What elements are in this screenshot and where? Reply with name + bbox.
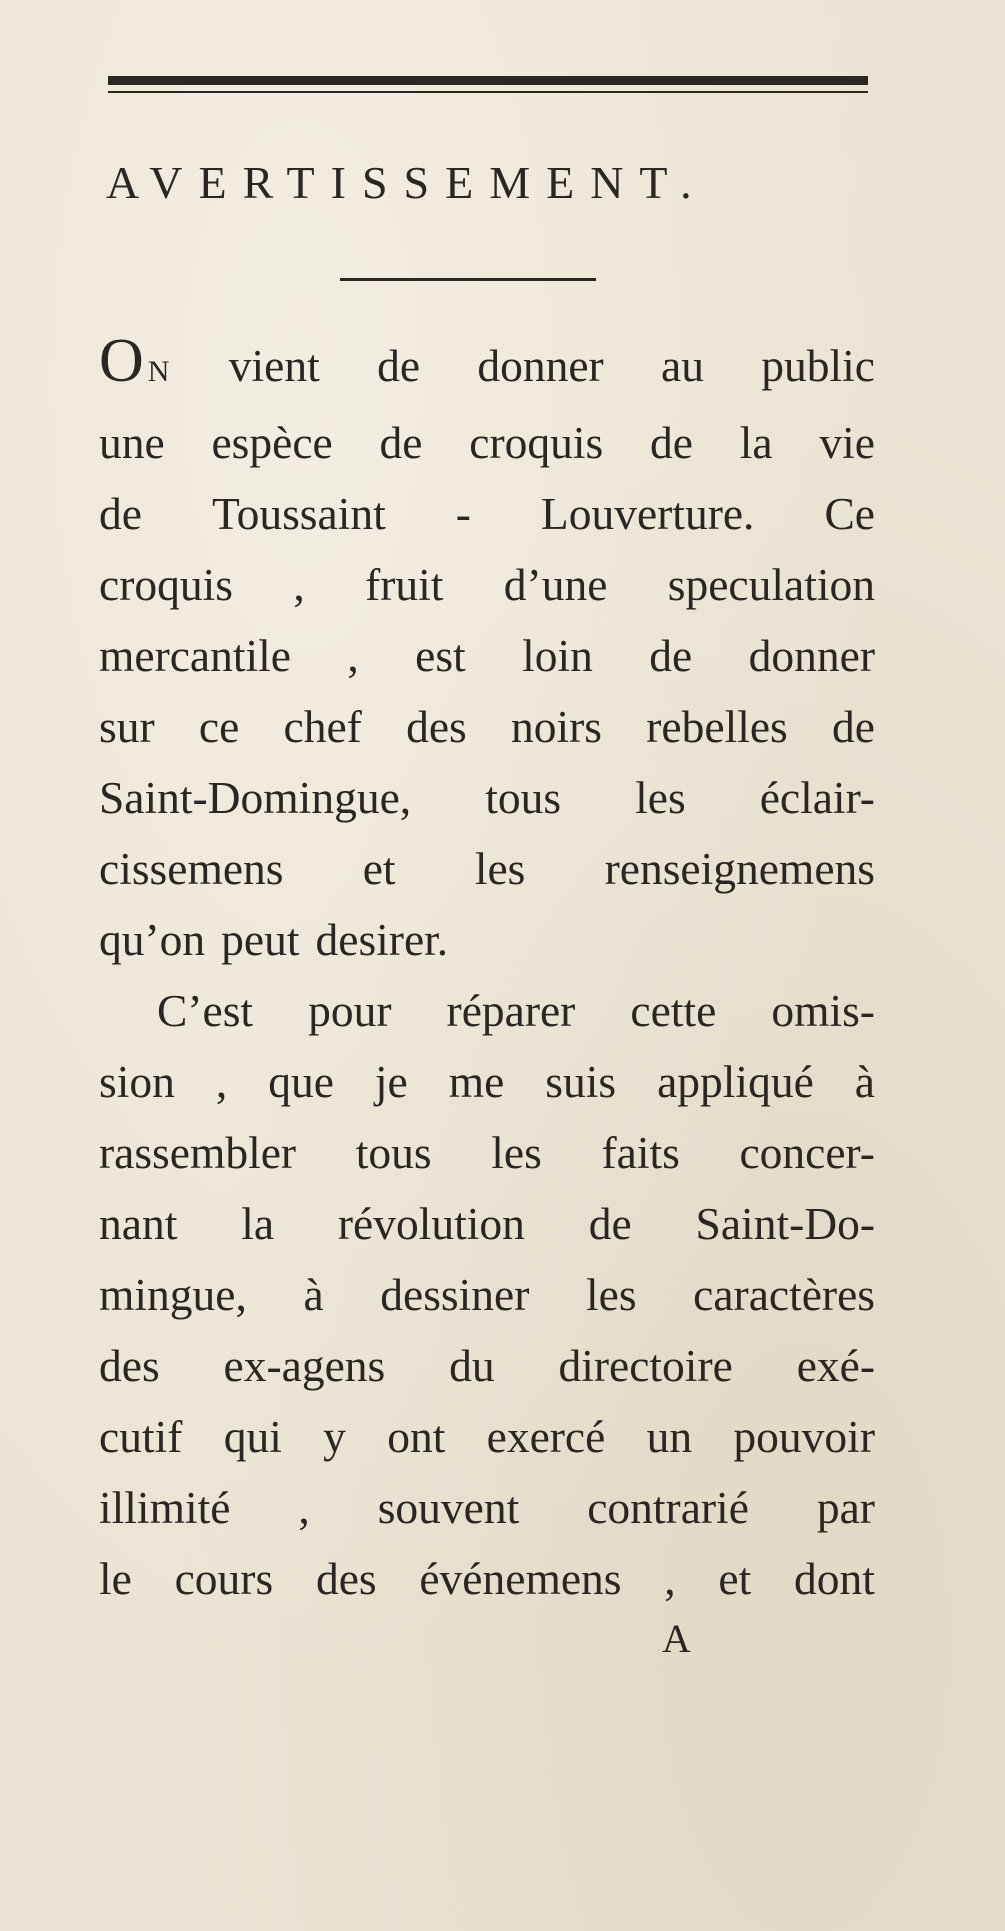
word: de: [649, 417, 693, 468]
word: des: [99, 1340, 160, 1391]
word: cours: [174, 1553, 274, 1604]
word: sion: [99, 1056, 175, 1107]
word: éclair-: [759, 772, 875, 823]
text-line: [99, 975, 875, 1046]
word: croquis: [469, 417, 604, 468]
word: par: [816, 1482, 875, 1533]
word: je: [374, 1056, 408, 1107]
text-line: [99, 691, 875, 762]
word: de: [377, 340, 421, 391]
word: de: [832, 701, 875, 752]
word: y: [323, 1411, 346, 1462]
word: desirer.: [315, 914, 449, 965]
word: dessiner: [380, 1269, 530, 1320]
word: tous: [485, 772, 562, 823]
text-line: [99, 327, 875, 407]
drop-capital: O: [99, 327, 144, 395]
text-line: [99, 1117, 875, 1188]
word: exercé: [486, 1411, 606, 1462]
word: fruit: [365, 559, 444, 610]
word: une: [99, 417, 165, 468]
word: renseignemens: [604, 843, 875, 894]
word: cissemens: [99, 843, 284, 894]
word: les: [635, 772, 686, 823]
word: tous: [355, 1127, 432, 1178]
word: rassembler: [99, 1127, 297, 1178]
text-line: [99, 478, 875, 549]
word: illimité: [99, 1482, 231, 1533]
text-line: [99, 762, 875, 833]
word: ,: [664, 1553, 676, 1604]
text-line: [99, 833, 875, 904]
text-line: [99, 1188, 875, 1259]
word: cutif: [99, 1411, 183, 1462]
word: de: [649, 630, 693, 681]
word: chef: [283, 701, 362, 752]
word: de: [99, 488, 142, 539]
word: des: [406, 701, 467, 752]
word: concer-: [739, 1127, 875, 1178]
word: contrarié: [587, 1482, 749, 1533]
word: et: [362, 843, 396, 894]
header-rule-thick: [108, 76, 868, 85]
word: que: [268, 1056, 334, 1107]
word: Louverture.: [540, 488, 755, 539]
header-double-rule: [108, 76, 868, 93]
word: les: [491, 1127, 542, 1178]
word: de: [588, 1198, 632, 1249]
text-line: [99, 407, 875, 478]
word: vient: [228, 340, 320, 391]
word: peut: [221, 914, 300, 965]
word: du: [449, 1340, 495, 1391]
word: speculation: [667, 559, 875, 610]
word: donner: [477, 340, 604, 391]
word: qui: [223, 1411, 282, 1462]
word: public: [761, 340, 875, 391]
opening-word: [99, 327, 172, 407]
word: Saint-Do-: [695, 1198, 875, 1249]
word: pouvoir: [733, 1411, 875, 1462]
text-line: [99, 1472, 875, 1543]
text-line: [99, 1046, 875, 1117]
word: -: [455, 488, 471, 539]
text-line: [99, 549, 875, 620]
word: pour: [308, 985, 392, 1036]
word: C’est: [157, 985, 254, 1036]
word: et: [718, 1553, 752, 1604]
word: cette: [630, 985, 717, 1036]
word: suis: [545, 1056, 617, 1107]
word: ,: [293, 559, 305, 610]
word: mercantile: [99, 630, 291, 681]
word: la: [241, 1198, 275, 1249]
word: caractères: [693, 1269, 875, 1320]
text-line: [99, 1330, 875, 1401]
body-text: [99, 327, 875, 1614]
word: Toussaint: [211, 488, 386, 539]
word: rebelles: [646, 701, 788, 752]
word: ce: [198, 701, 240, 752]
text-line: [99, 1259, 875, 1330]
word: faits: [601, 1127, 680, 1178]
paragraph-2: [99, 975, 875, 1614]
word: ,: [347, 630, 359, 681]
word: de: [379, 417, 423, 468]
word: souvent: [377, 1482, 520, 1533]
word: ,: [215, 1056, 228, 1107]
word: à: [303, 1269, 324, 1320]
word: nant: [99, 1198, 178, 1249]
word: le: [99, 1553, 132, 1604]
word: sur: [99, 701, 155, 752]
word: espèce: [211, 417, 333, 468]
word: Saint-Domingue,: [99, 772, 412, 823]
word: réparer: [446, 985, 576, 1036]
word: noirs: [511, 701, 603, 752]
word: loin: [522, 630, 593, 681]
word: exé-: [796, 1340, 875, 1391]
word: la: [739, 417, 773, 468]
word: appliqué: [657, 1056, 814, 1107]
word: révolution: [337, 1198, 525, 1249]
paragraph-1: [99, 327, 875, 975]
word: à: [854, 1056, 875, 1107]
text-line: [99, 620, 875, 691]
word: est: [415, 630, 466, 681]
word: vie: [819, 417, 875, 468]
word: directoire: [558, 1340, 733, 1391]
word: me: [448, 1056, 505, 1107]
word: qu’on: [99, 914, 206, 965]
word: donner: [748, 630, 875, 681]
word: d’une: [503, 559, 608, 610]
signature-mark: A: [662, 1616, 691, 1661]
text-line: [99, 1543, 875, 1614]
word: ,: [298, 1482, 310, 1533]
word: omis-: [771, 985, 875, 1036]
page-heading: AVERTISSEMENT.: [106, 157, 708, 208]
word: des: [315, 1553, 377, 1604]
text-line: [99, 1401, 875, 1472]
heading-underline-rule: [340, 278, 596, 281]
word: ont: [387, 1411, 446, 1462]
word: au: [661, 340, 704, 391]
word: un: [646, 1411, 693, 1462]
text-line: [99, 904, 875, 975]
word: ex-agens: [223, 1340, 386, 1391]
word: événemens: [419, 1553, 622, 1604]
word: les: [474, 843, 526, 894]
word: croquis: [99, 559, 233, 610]
word: dont: [794, 1553, 875, 1604]
word: Ce: [824, 488, 875, 539]
small-capital: N: [147, 355, 172, 388]
header-rule-thin: [108, 91, 868, 93]
word: mingue,: [99, 1269, 247, 1320]
word: les: [586, 1269, 637, 1320]
